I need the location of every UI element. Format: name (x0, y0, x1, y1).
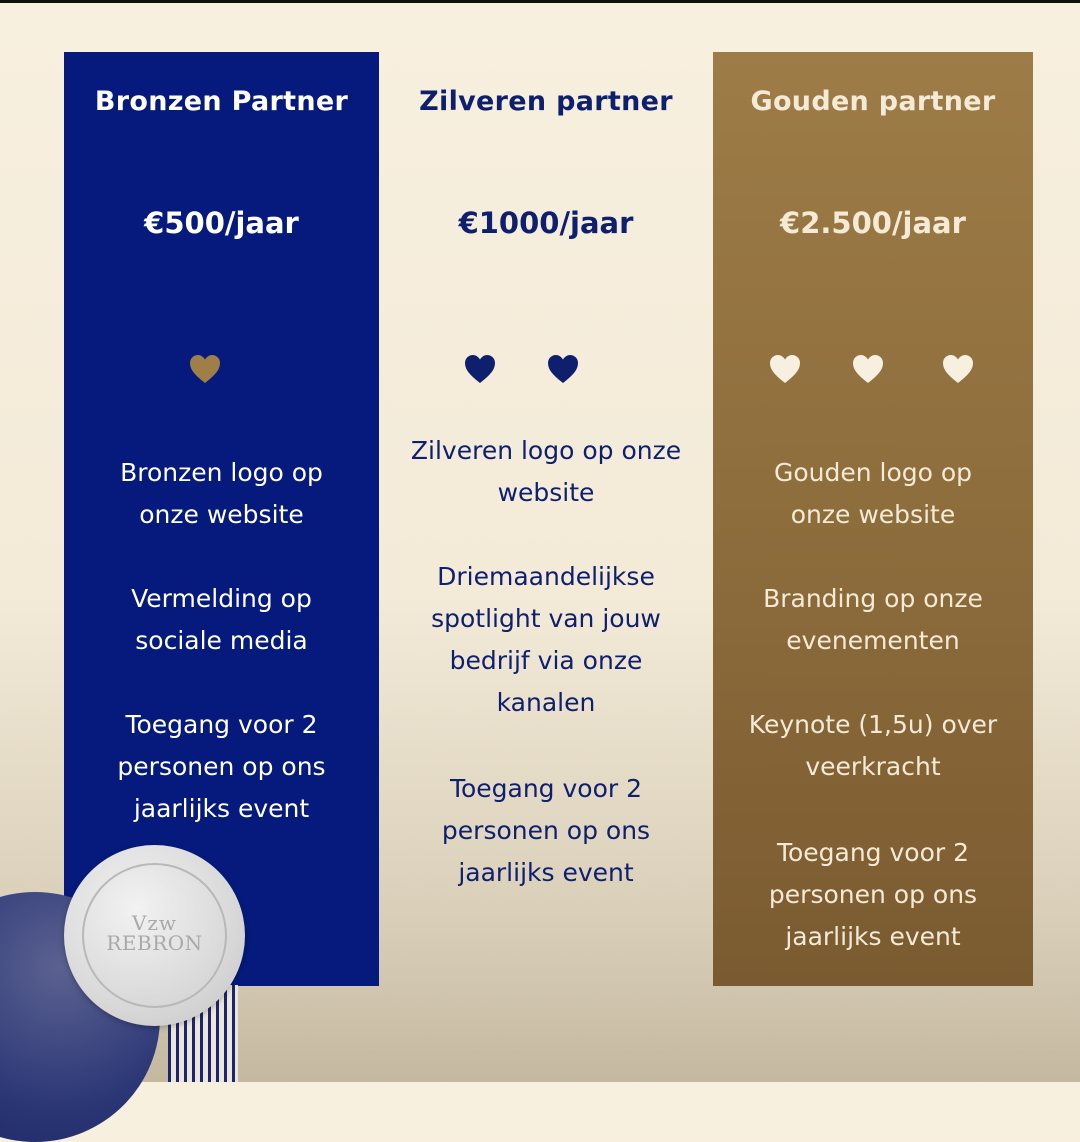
tier-silver-card (390, 52, 702, 986)
top-border (0, 0, 1080, 3)
feature-item: Keynote (1,5u) over veerkracht (748, 710, 998, 781)
tier-price: €500/jaar (144, 206, 299, 240)
heart-icon (547, 354, 579, 384)
tier-price: €1000/jaar (458, 206, 634, 240)
heart-icon (769, 354, 801, 384)
tier-title: Bronzen Partner (94, 86, 349, 117)
feature-item: Toegang voor 2 personen op ons jaarlijks event (441, 774, 651, 887)
heart-icon (189, 354, 221, 384)
tier-hearts (390, 354, 702, 390)
feature-item: Driemaandelijkse spotlight van jouw bedrijf via onze kanalen (431, 562, 661, 717)
feature-item: Toegang voor 2 personen op ons jaarlijks event (117, 710, 326, 823)
feature-item: Gouden logo op onze website (773, 458, 973, 529)
tier-title: Gouden partner (750, 86, 996, 117)
tier-hearts (64, 354, 379, 390)
seal-text-vzw: Vzw (131, 911, 178, 935)
tier-price: €2.500/jaar (780, 206, 966, 240)
seal-text-rebron: REBRON (106, 931, 203, 955)
heart-icon (464, 354, 496, 384)
heart-icon (942, 354, 974, 384)
feature-item: Toegang voor 2 personen op ons jaarlijks event (768, 838, 978, 951)
tier-hearts (713, 354, 1033, 390)
feature-item: Bronzen logo op onze website (120, 458, 323, 529)
tier-title: Zilveren partner (419, 86, 673, 117)
tier-bronze-card (64, 52, 379, 986)
tier-gold-card (713, 52, 1033, 986)
feature-item: Vermelding op sociale media (131, 584, 312, 655)
feature-item: Zilveren logo op onze website (410, 436, 682, 507)
rebron-logo-seal (64, 845, 245, 1026)
feature-item: Branding op onze evenementen (763, 584, 983, 655)
heart-icon (852, 354, 884, 384)
